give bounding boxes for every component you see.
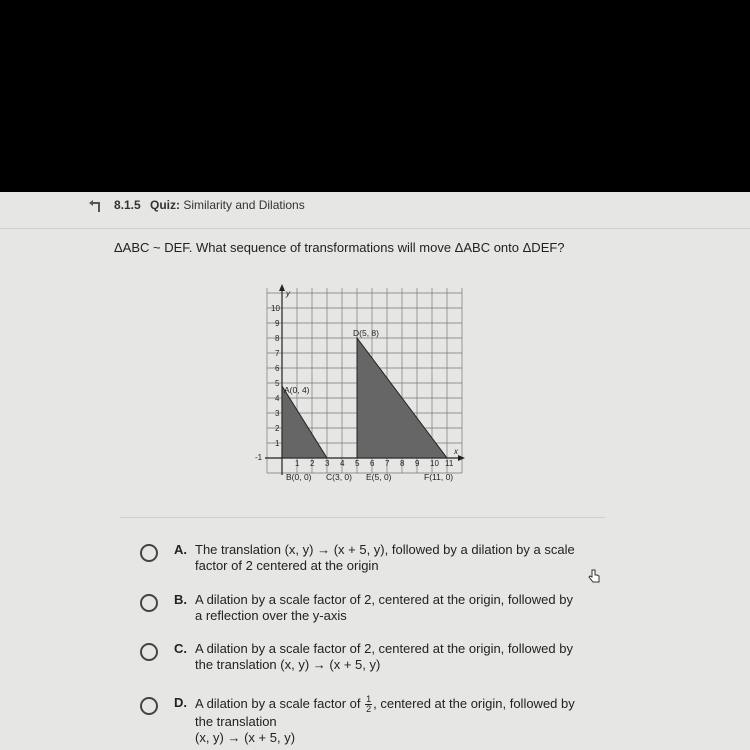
radio-a[interactable] <box>140 544 158 562</box>
point-d-label: D(5, 8) <box>353 328 379 338</box>
y-tick-label: 4 <box>275 394 280 403</box>
option-b-line2: a reflection over the y-axis <box>195 608 347 623</box>
y-tick-label: 5 <box>275 379 280 388</box>
option-d-line3: (x, y) → (x + 5, y) <box>195 730 296 745</box>
y-tick-label: 6 <box>275 364 280 373</box>
option-b-letter: B. <box>174 592 187 607</box>
pointer-hand-icon <box>586 568 602 584</box>
quiz-title <box>150 198 305 212</box>
y-tick-label: 9 <box>275 319 280 328</box>
y-tick-label: 3 <box>275 409 280 418</box>
option-d-line1 <box>195 695 610 714</box>
option-d-line1b: , centered at the origin, followed by <box>373 695 575 711</box>
triangle-abc <box>282 386 327 458</box>
x-tick-label: 1 <box>295 459 300 468</box>
coordinate-graph <box>250 280 470 495</box>
question-text: ΔABC ~ DEF. What sequence of transformations will move ΔABC onto ΔDEF? <box>114 240 565 255</box>
option-c-text <box>195 641 610 673</box>
radio-d[interactable] <box>140 697 158 715</box>
quiz-screen <box>0 192 750 750</box>
y-tick-label: 8 <box>275 334 280 343</box>
x-tick-label: 2 <box>310 459 315 468</box>
quiz-word: Quiz: <box>150 198 180 212</box>
x-tick-label: 11 <box>445 459 454 468</box>
y-tick-label: 10 <box>271 304 280 313</box>
quiz-title-text: Similarity and Dilations <box>183 198 305 212</box>
option-d-line1a: A dilation by a scale factor of <box>195 695 361 711</box>
back-arrow-icon[interactable] <box>86 200 102 214</box>
option-c-line1: A dilation by a scale factor of 2, centered at the origin, followed by <box>195 641 573 656</box>
option-c-letter: C. <box>174 641 187 656</box>
option-a-line1: The translation (x, y) → (x + 5, y), followed by a dilation by a scale <box>195 542 575 557</box>
x-tick-label: 4 <box>340 459 345 468</box>
quiz-section-number: 8.1.5 <box>114 198 141 212</box>
option-a-text <box>195 542 610 574</box>
x-axis-label: x <box>454 447 458 456</box>
x-tick-label: 8 <box>400 459 405 468</box>
option-d-letter: D. <box>174 695 187 710</box>
fraction <box>365 695 372 714</box>
y-axis-arrow <box>279 284 285 291</box>
y-axis-label: y <box>286 289 290 298</box>
x-tick-label: 10 <box>430 459 439 468</box>
option-a-line2: factor of 2 centered at the origin <box>195 558 379 573</box>
point-b-label: B(0, 0) <box>286 472 312 482</box>
divider <box>120 517 605 518</box>
x-tick-label: 6 <box>370 459 375 468</box>
x-tick-label: -1 <box>255 453 263 462</box>
y-tick-label: 1 <box>275 439 280 448</box>
option-b-line1: A dilation by a scale factor of 2, centered at the origin, followed by <box>195 592 573 607</box>
y-tick-label: 7 <box>275 349 280 358</box>
x-tick-label: 5 <box>355 459 360 468</box>
x-axis-arrow <box>458 455 465 461</box>
radio-b[interactable] <box>140 594 158 612</box>
option-c-line2: the translation (x, y) → (x + 5, y) <box>195 657 381 672</box>
quiz-header <box>0 192 750 229</box>
point-a-label: A(0, 4) <box>284 385 310 395</box>
point-c-label: C(3, 0) <box>326 472 352 482</box>
radio-c[interactable] <box>140 643 158 661</box>
option-a-letter: A. <box>174 542 187 557</box>
point-e-label: E(5, 0) <box>366 472 392 482</box>
fraction-denominator: 2 <box>366 704 372 714</box>
y-tick-label: 2 <box>275 424 280 433</box>
point-f-label: F(11, 0) <box>424 472 454 482</box>
x-tick-label: 9 <box>415 459 420 468</box>
option-b-text <box>195 592 610 624</box>
option-d-text <box>195 695 610 746</box>
option-d-line2: the translation <box>195 714 277 729</box>
fraction-numerator: 1 <box>366 694 372 704</box>
x-tick-label: 7 <box>385 459 390 468</box>
x-tick-label: 3 <box>325 459 330 468</box>
